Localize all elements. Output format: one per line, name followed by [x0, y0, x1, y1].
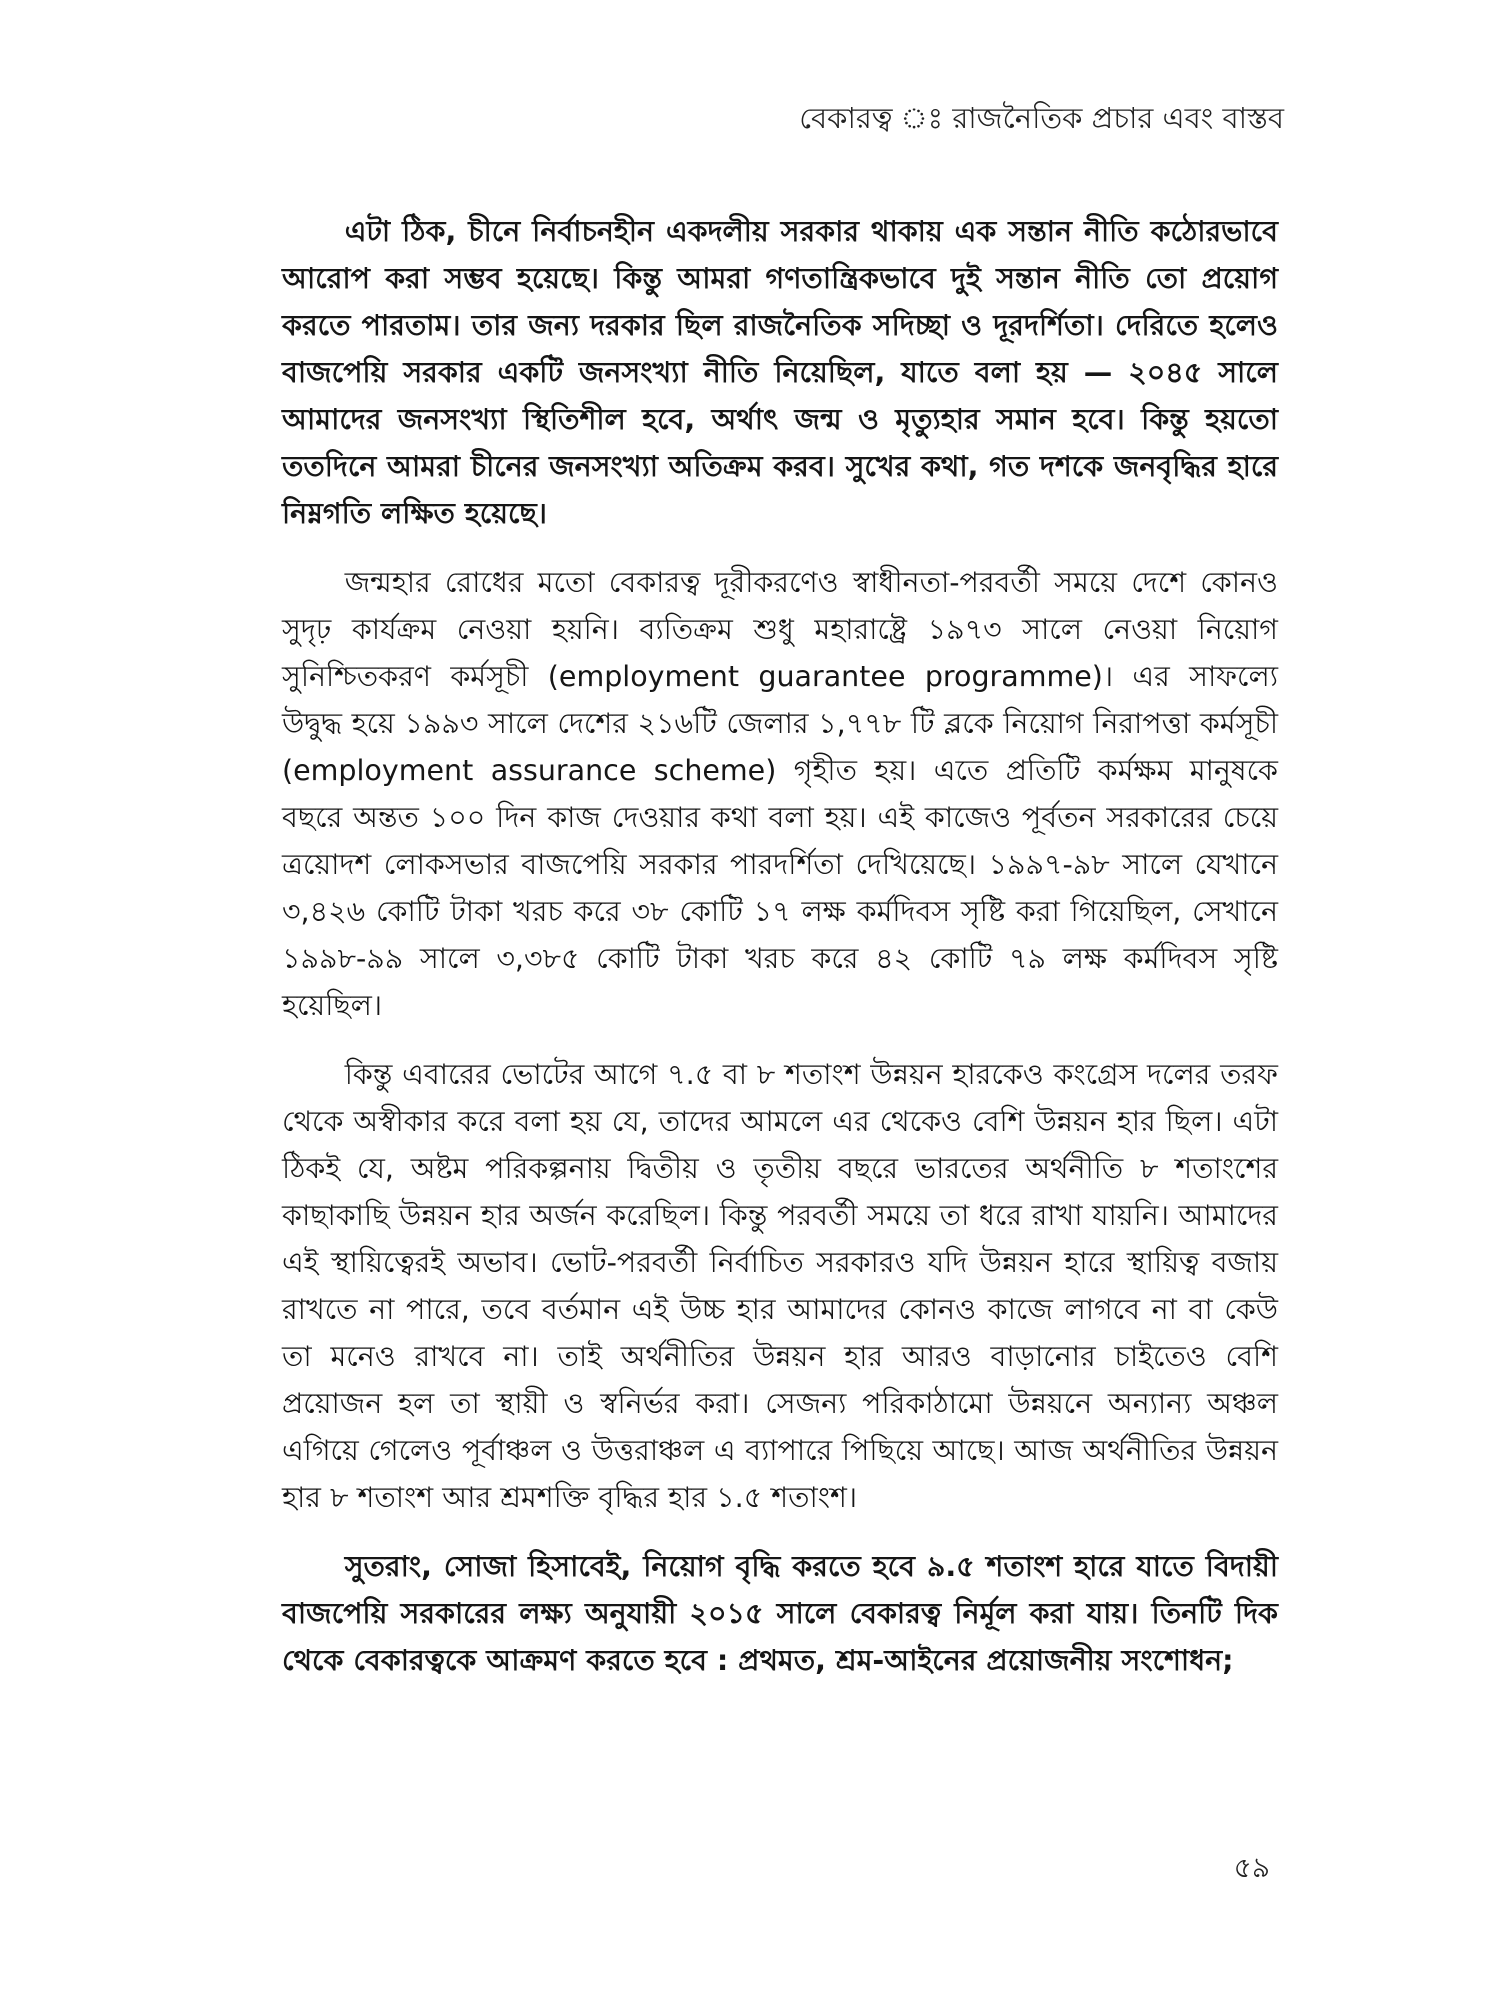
body-text — [282, 208, 1278, 1706]
paragraph-employment-programmes: জন্মহার রোধের মতো বেকারত্ব দূরীকরণেও স্বাধীনতা-পরবর্তী সময়ে দেশে কোনও সুদৃঢ় কার্যক্রম নেওয়া হয়নি। ব্যতিক্রম শুধু মহারাষ্ট্রে ১৯৭৩ সালে নেওয়া নিয়োগ সুনিশ্চিতকরণ কর্মসূচী (employment guarantee programme)। এর সাফল্যে উদ্বুদ্ধ হয়ে ১৯৯৩ সালে দেশের ২১৬টি জেলার ১,৭৭৮ টি ব্লকে নিয়োগ নিরাপত্তা কর্মসূচী (employment assurance scheme) গৃহীত হয়। এতে প্রতিটি কর্মক্ষম মানুষকে বছরে অন্তত ১০০ দিন কাজ দেওয়ার কথা বলা হয়। এই কাজেও পূর্বতন সরকারের চেয়ে ত্রয়োদশ লোকসভার বাজপেয়ি সরকার পারদর্শিতা দেখিয়েছে। ১৯৯৭-৯৮ সালে যেখানে ৩,৪২৬ কোটি টাকা খরচ করে ৩৮ কোটি ১৭ লক্ষ কর্মদিবস সৃষ্টি করা গিয়েছিল, সেখানে ১৯৯৮-৯৯ সালে ৩,৩৮৫ কোটি টাকা খরচ করে ৪২ কোটি ৭৯ লক্ষ কর্মদিবস সৃষ্টি হয়েছিল। — [282, 566, 1278, 1022]
page-number: ৫৯ — [1233, 1851, 1270, 1884]
running-header-title: বেকারত্ব ঃ রাজনৈতিক প্রচার এবং বাস্তব — [799, 101, 1284, 135]
paragraph-population-policy: এটা ঠিক, চীনে নির্বাচনহীন একদলীয় সরকার থাকায় এক সন্তান নীতি কঠোরভাবে আরোপ করা সম্ভব হয়েছে। কিন্তু আমরা গণতান্ত্রিকভাবে দুই সন্তান নীতি তো প্রয়োগ করতে পারতাম। তার জন্য দরকার ছিল রাজনৈতিক সদিচ্ছা ও দূরদর্শিতা। দেরিতে হলেও বাজপেয়ি সরকার একটি জনসংখ্যা নীতি নিয়েছিল, যাতে বলা হয় — ২০৪৫ সালে আমাদের জনসংখ্যা স্থিতিশীল হবে, অর্থাৎ জন্ম ও মৃত্যুহার সমান হবে। কিন্তু হয়তো ততদিনে আমরা চীনের জনসংখ্যা অতিক্রম করব। সুখের কথা, গত দশকে জনবৃদ্ধির হারে নিম্নগতি লক্ষিত হয়েছে। — [282, 215, 1278, 530]
paragraph-employment-target: সুতরাং, সোজা হিসাবেই, নিয়োগ বৃদ্ধি করতে হবে ৯.৫ শতাংশ হারে যাতে বিদায়ী বাজপেয়ি সরকারের লক্ষ্য অনুযায়ী ২০১৫ সালে বেকারত্ব নির্মূল করা যায়। তিনটি দিক থেকে বেকারত্বকে আক্রমণ করতে হবে : প্রথমত, শ্রম-আইনের প্রয়োজনীয় সংশোধন; — [282, 1550, 1278, 1677]
paragraph-growth-rate: কিন্তু এবারের ভোটের আগে ৭.৫ বা ৮ শতাংশ উন্নয়ন হারকেও কংগ্রেস দলের তরফ থেকে অস্বীকার করে বলা হয় যে, তাদের আমলে এর থেকেও বেশি উন্নয়ন হার ছিল। এটা ঠিকই যে, অষ্টম পরিকল্পনায় দ্বিতীয় ও তৃতীয় বছরে ভারতের অর্থনীতি ৮ শতাংশের কাছাকাছি উন্নয়ন হার অর্জন করেছিল। কিন্তু পরবর্তী সময়ে তা ধরে রাখা যায়নি। আমাদের এই স্থায়িত্বেরই অভাব। ভোট-পরবর্তী নির্বাচিত সরকারও যদি উন্নয়ন হারে স্থায়িত্ব বজায় রাখতে না পারে, তবে বর্তমান এই উচ্চ হার আমাদের কোনও কাজে লাগবে না বা কেউ তা মনেও রাখবে না। তাই অর্থনীতির উন্নয়ন হার আরও বাড়ানোর চাইতেও বেশি প্রয়োজন হল তা স্থায়ী ও স্বনির্ভর করা। সেজন্য পরিকাঠামো উন্নয়নে অন্যান্য অঞ্চল এগিয়ে গেলেও পূর্বাঞ্চল ও উত্তরাঞ্চল এ ব্যাপারে পিছিয়ে আছে। আজ অর্থনীতির উন্নয়ন হার ৮ শতাংশ আর শ্রমশক্তি বৃদ্ধির হার ১.৫ শতাংশ। — [282, 1058, 1278, 1514]
